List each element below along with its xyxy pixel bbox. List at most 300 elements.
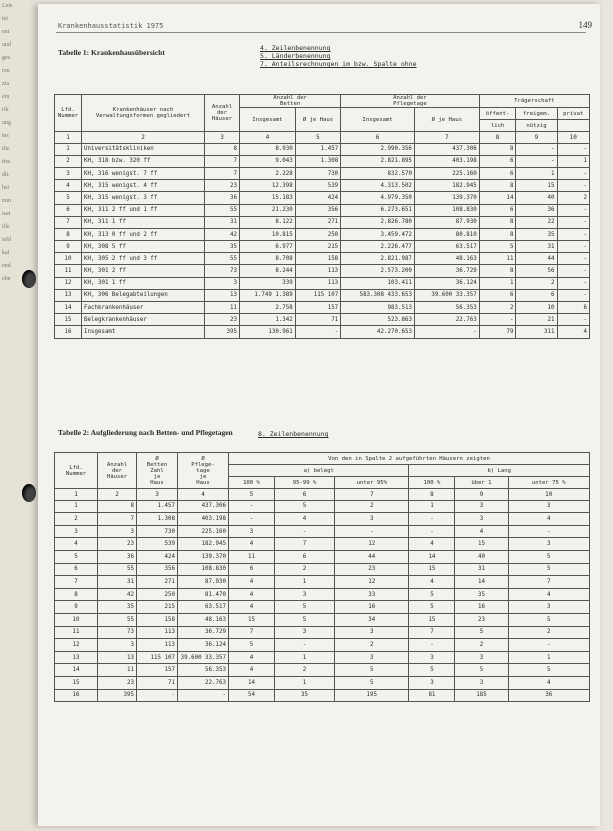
table-cell: -: [274, 639, 334, 652]
table-cell: 8: [55, 228, 82, 240]
table-cell: 5: [229, 639, 275, 652]
table1: Lfd. Nummer Krankenhäuser nach Verwaltungsformen gegliedert Anzahl der Häuser Anzahl der Betten Anzahl der Pflegetage Trägerschaft Insgesamt Ø je Haus Insgesamt Ø je Haus öffent- freigem. privat lich nützig 1 2 3 4 5 6 7 8 9 10 1 Universitätskliniken 8 8.930 1.457 2.990.356 437.306 8 - - 2 KH, 318 bzw. 320 ff 7 9.043 1.308 2.821.895 403.198 6 - 1 3 KH, 316 wenigst. 7 ff 7 2.228 730 832.570 225.160 6 1 - 4 KH, 315 wenigst. 4 ff 23 12.398 539 4.313.502 182.945 8 15 - 5 KH, 315 wenigst. 3 ff 36 15.183 424 4.979.350 139.370 14 40 2 6 KH, 311 2 ff und 1 ff 55 21.230 356 6.273.651 108.830 6 36 - 7 KH, 311 1 ff 31 8.122 271 2.826.780 87.930 8 22 - 8 KH, 313 0 ff und 2 ff 42 10.815 250 3.459.472 80.810 8 35 - 9 KH, 308 5 ff 35 6.977 215 2.226.477 63.517 5 31 - 10 KH, 305 2 ff und 3 ff 55 8.708 158 2.821.987 48.163 11 44 - 11 KH, 301 2 ff 73 8.244 113 2.573.200 36.729 8 56 - 12 KH, 301 1 ff 3 339 113 103.411 36.124 1 2 - 13 KH, 306 Belegabteilungen 13 1.749 1.389 115 107 583.308 433.653 39.600 33.357 6 6 - 14 Fachkrankenhäuser 11 2.758 157 983.513 56.353 2 10 6 15 Belegkrankenhäuser 23 1.342 71 523.863 22.763 - 21 - 16 Insgesamt 395 130.961 - 42.270.653 - 79 311 4: [54, 94, 590, 339]
table-cell: 1: [516, 167, 557, 179]
table-cell: 6: [516, 289, 557, 301]
table-cell: 8: [205, 143, 240, 155]
table-cell: 832.570: [341, 167, 415, 179]
table-cell: 13: [55, 289, 82, 301]
table-cell: -: [557, 277, 589, 289]
table-cell: 2.990.356: [341, 143, 415, 155]
table-cell: 35: [455, 588, 508, 601]
table-cell: 10: [516, 302, 557, 314]
table-cell: 56: [516, 265, 557, 277]
table-cell: 2.821.987: [341, 253, 415, 265]
table-cell: -: [557, 228, 589, 240]
table-cell: 16: [455, 601, 508, 614]
table-cell: 2: [274, 664, 334, 677]
table-cell: 15.183: [240, 192, 296, 204]
table-cell: 5: [409, 664, 455, 677]
table-cell: Belegkrankenhäuser: [82, 314, 205, 326]
table-cell: 80.810: [414, 228, 479, 240]
table-cell: 7: [55, 576, 98, 589]
table-cell: 63.517: [178, 601, 229, 614]
table-row: [55, 204, 590, 216]
table-cell: 11: [55, 265, 82, 277]
table-cell: 3: [508, 601, 590, 614]
table-cell: 356: [137, 563, 178, 576]
table-row: [55, 265, 590, 277]
table-cell: 3: [455, 513, 508, 526]
table-cell: 158: [137, 613, 178, 626]
table-cell: 182.945: [178, 538, 229, 551]
table-row: [55, 180, 590, 192]
table-cell: 539: [137, 538, 178, 551]
table-cell: -: [557, 241, 589, 253]
table-row: [55, 500, 590, 513]
table-cell: 5: [479, 241, 516, 253]
table-cell: 55: [205, 253, 240, 265]
table-cell: 8: [55, 588, 98, 601]
table-cell: 34: [335, 613, 409, 626]
table-cell: -: [178, 689, 229, 702]
table-cell: 339: [240, 277, 296, 289]
table-cell: 87.930: [414, 216, 479, 228]
table-cell: 13: [205, 289, 240, 301]
table-cell: 6: [229, 563, 275, 576]
table-cell: 4: [409, 576, 455, 589]
table-cell: 1.749 1.389: [240, 289, 296, 301]
table-cell: -: [414, 326, 479, 338]
table-cell: 14: [55, 302, 82, 314]
table-cell: 3: [335, 513, 409, 526]
table-row: [55, 289, 590, 301]
table-cell: 2: [55, 155, 82, 167]
table-cell: 15: [455, 538, 508, 551]
table-cell: 1: [409, 500, 455, 513]
table-row: [55, 241, 590, 253]
table-cell: 5: [455, 626, 508, 639]
table-cell: -: [295, 326, 340, 338]
table-cell: KH, 318 bzw. 320 ff: [82, 155, 205, 167]
table-cell: 157: [137, 664, 178, 677]
table-cell: -: [516, 143, 557, 155]
table-cell: 12: [55, 277, 82, 289]
table-cell: 14: [55, 664, 98, 677]
table-cell: 3: [55, 167, 82, 179]
table-cell: -: [409, 525, 455, 538]
table-cell: 113: [295, 265, 340, 277]
table-cell: 113: [137, 626, 178, 639]
table-cell: 44: [335, 550, 409, 563]
table-cell: 4: [508, 513, 590, 526]
table-cell: 42: [205, 228, 240, 240]
table-cell: 11: [98, 664, 137, 677]
table-cell: 31: [516, 241, 557, 253]
table-cell: -: [409, 639, 455, 652]
table-cell: 5: [508, 563, 590, 576]
table-row: [55, 588, 590, 601]
table-cell: 157: [295, 302, 340, 314]
table-cell: 108.830: [178, 563, 229, 576]
table-row: [55, 155, 590, 167]
table-row: [55, 253, 590, 265]
table-cell: 44: [516, 253, 557, 265]
table-cell: 4.979.350: [341, 192, 415, 204]
table-cell: 14: [229, 676, 275, 689]
table-cell: 4: [229, 588, 275, 601]
table-cell: 2.228: [240, 167, 296, 179]
table-cell: 2: [335, 639, 409, 652]
table-cell: 215: [295, 241, 340, 253]
table-cell: 139.370: [178, 550, 229, 563]
table-cell: 71: [137, 676, 178, 689]
table-cell: -: [274, 525, 334, 538]
table-cell: 10.815: [240, 228, 296, 240]
table-row: [55, 601, 590, 614]
table-cell: 395: [98, 689, 137, 702]
table-row: [55, 639, 590, 652]
table-cell: 4: [274, 513, 334, 526]
column-number: 6: [274, 489, 334, 501]
table-cell: 1.308: [295, 155, 340, 167]
table-cell: 3.459.472: [341, 228, 415, 240]
table-cell: 54: [229, 689, 275, 702]
table-cell: 6: [557, 302, 589, 314]
table-cell: 424: [137, 550, 178, 563]
document-page: [38, 4, 600, 826]
table-cell: 3: [229, 525, 275, 538]
column-number: 3: [137, 489, 178, 501]
table-cell: 225.160: [414, 167, 479, 179]
table-cell: 42.270.653: [341, 326, 415, 338]
table-cell: 113: [295, 277, 340, 289]
table-cell: 7: [205, 167, 240, 179]
table-cell: -: [557, 314, 589, 326]
table-cell: 23: [98, 538, 137, 551]
table-cell: 115 107: [137, 651, 178, 664]
table-cell: 42: [98, 588, 137, 601]
column-number: 1: [55, 489, 98, 501]
table-cell: 8: [479, 265, 516, 277]
table-row: [55, 302, 590, 314]
table-cell: 10: [55, 253, 82, 265]
table-cell: -: [516, 155, 557, 167]
table-cell: 6.273.651: [341, 204, 415, 216]
table-cell: Universitätskliniken: [82, 143, 205, 155]
column-number: 4: [240, 132, 296, 144]
table-cell: 271: [137, 576, 178, 589]
table-cell: 39.600 33.357: [414, 289, 479, 301]
table-cell: 81.470: [178, 588, 229, 601]
table-cell: 4.313.502: [341, 180, 415, 192]
table-cell: 36: [205, 192, 240, 204]
table-cell: 2.758: [240, 302, 296, 314]
table-cell: 1.457: [295, 143, 340, 155]
table-cell: -: [137, 689, 178, 702]
table-cell: 1: [55, 143, 82, 155]
table-cell: 4: [55, 180, 82, 192]
table-cell: Fachkrankenhäuser: [82, 302, 205, 314]
table-cell: 12: [335, 538, 409, 551]
table-row: [55, 626, 590, 639]
table-cell: 158: [295, 253, 340, 265]
table-cell: 23: [335, 563, 409, 576]
table-cell: 9: [55, 601, 98, 614]
table-cell: 523.863: [341, 314, 415, 326]
table2: Lfd. Nummer Anzahl der Häuser Ø Betten Zahl je Haus Ø Pflege- tage je Haus Von den in Spalte 2 aufgeführten Häusern zeigten a) belegt b) Lang 100 % 95-99 % unter 95% 100 % über 1 unter 75 % 1 2 3 4 5 6 7 8 9 10 1 8 1.457 437.306 - 5 2 1 3 3 2 7 1.308 403.198 - 4 3 - 3 4 3 3 730 225.160 3 - - - 4 - 4 23 539 182.945 4 7 12 4 15 3 5 36 424 139.370 11 6 44 14 40 5 6 55 356 108.830 6 2 23 15 31 5 7 31 271 87.930 4 1 12 4 14 7 8 42 250 81.470 4 3 33 5 35 4 9 35 215 63.517 4 5 16 5 16 3 10 55 158 48.163 15 5 34 15 23 5 11 73 113 36.729 7 3 3 7 5 2 12 3 113 36.124 5 - 2 - 2 - 13 13 115 107 39.600 33.357 4 1 3 3 3 1 14 11 157 56.353 4 2 5 5 5 5 15 23 71 22.763 14 1 5 3 3 4 16 395 - - 54 35 195 81 185 36: [54, 452, 590, 702]
table-row: [55, 576, 590, 589]
table-cell: 2: [557, 192, 589, 204]
table-cell: -: [557, 216, 589, 228]
table-cell: 3: [455, 676, 508, 689]
table-cell: -: [557, 265, 589, 277]
table-cell: 1: [557, 155, 589, 167]
table-cell: 40: [516, 192, 557, 204]
table1-legend: 4. Zeilenbenennung 5. Länderbenennung 7. Anteilsrechnungen im bzw. Spalte ohne: [260, 44, 417, 68]
table-cell: 7: [229, 626, 275, 639]
table-row: [55, 550, 590, 563]
table-cell: 250: [137, 588, 178, 601]
table-cell: 185: [455, 689, 508, 702]
table-row: [55, 228, 590, 240]
table-row: [55, 277, 590, 289]
table-cell: 3: [98, 525, 137, 538]
table-cell: 6: [55, 204, 82, 216]
table-cell: 5: [508, 550, 590, 563]
table-cell: 35: [98, 601, 137, 614]
column-number: 4: [178, 489, 229, 501]
table-cell: 8: [479, 180, 516, 192]
table-cell: KH, 305 2 ff und 3 ff: [82, 253, 205, 265]
table-cell: 2: [335, 500, 409, 513]
table-cell: 2: [516, 277, 557, 289]
table-cell: 6: [55, 563, 98, 576]
table-cell: 6: [479, 167, 516, 179]
table-cell: 36: [516, 204, 557, 216]
table-cell: 4: [557, 326, 589, 338]
column-number: 1: [55, 132, 82, 144]
table-cell: 2: [274, 563, 334, 576]
table-cell: 35: [274, 689, 334, 702]
table-cell: -: [409, 513, 455, 526]
table-cell: 8.930: [240, 143, 296, 155]
table-cell: 6: [274, 550, 334, 563]
table-cell: 8: [479, 228, 516, 240]
column-number: 10: [508, 489, 590, 501]
column-number: 9: [455, 489, 508, 501]
table-cell: 115 107: [295, 289, 340, 301]
table-cell: 1: [274, 676, 334, 689]
table-cell: 8: [98, 500, 137, 513]
table-cell: 113: [137, 639, 178, 652]
table-cell: 437.306: [414, 143, 479, 155]
table-row: [55, 192, 590, 204]
table-cell: 23: [98, 676, 137, 689]
table-cell: 55: [205, 204, 240, 216]
column-number: 2: [98, 489, 137, 501]
table-cell: 11: [55, 626, 98, 639]
table-cell: 5: [55, 550, 98, 563]
table-cell: 31: [98, 576, 137, 589]
table-cell: 63.517: [414, 241, 479, 253]
table-cell: 5: [409, 601, 455, 614]
table-cell: 79: [479, 326, 516, 338]
table-cell: 36.124: [178, 639, 229, 652]
table-cell: 15: [55, 314, 82, 326]
table-cell: 3: [455, 500, 508, 513]
table-row: [55, 664, 590, 677]
table-cell: 3: [508, 500, 590, 513]
table-cell: 5: [274, 500, 334, 513]
table-cell: 36.729: [178, 626, 229, 639]
table-cell: 48.163: [178, 613, 229, 626]
table-cell: 3: [455, 651, 508, 664]
table-cell: -: [557, 289, 589, 301]
table-cell: 403.198: [178, 513, 229, 526]
column-number: 5: [229, 489, 275, 501]
table-cell: 21: [516, 314, 557, 326]
table-cell: 5: [508, 664, 590, 677]
table-cell: 14: [479, 192, 516, 204]
table-cell: KH, 315 wenigst. 3 ff: [82, 192, 205, 204]
table-row: [55, 513, 590, 526]
table-cell: 4: [229, 576, 275, 589]
table-cell: -: [229, 513, 275, 526]
table-cell: 539: [295, 180, 340, 192]
table-cell: 5: [274, 613, 334, 626]
table-cell: 14: [409, 550, 455, 563]
table-cell: 730: [295, 167, 340, 179]
table-cell: 3: [335, 626, 409, 639]
table-cell: 182.945: [414, 180, 479, 192]
table-cell: 2.573.200: [341, 265, 415, 277]
table-cell: 3: [205, 277, 240, 289]
table-row: [55, 216, 590, 228]
table-cell: 583.308 433.653: [341, 289, 415, 301]
table-cell: 7: [274, 538, 334, 551]
table-cell: KH, 301 1 ff: [82, 277, 205, 289]
table-cell: 1: [274, 576, 334, 589]
table-cell: 108.830: [414, 204, 479, 216]
table-row: [55, 143, 590, 155]
table-cell: 48.163: [414, 253, 479, 265]
table-cell: 40: [455, 550, 508, 563]
table-cell: 36: [508, 689, 590, 702]
table-cell: 730: [137, 525, 178, 538]
table-cell: 55: [98, 563, 137, 576]
column-number: 6: [341, 132, 415, 144]
table-cell: 39.600 33.357: [178, 651, 229, 664]
table-cell: 5: [508, 613, 590, 626]
table-cell: 250: [295, 228, 340, 240]
table-cell: 2: [55, 513, 98, 526]
table-cell: -: [557, 253, 589, 265]
table-cell: 139.370: [414, 192, 479, 204]
table-cell: -: [229, 500, 275, 513]
table-cell: 22.763: [178, 676, 229, 689]
table-cell: 5: [455, 664, 508, 677]
table-cell: 15: [55, 676, 98, 689]
table-cell: 22.763: [414, 314, 479, 326]
table-cell: 395: [205, 326, 240, 338]
table-cell: 87.930: [178, 576, 229, 589]
table-cell: 23: [205, 314, 240, 326]
table-cell: 8: [479, 216, 516, 228]
table-cell: 13: [98, 651, 137, 664]
table-cell: 130.961: [240, 326, 296, 338]
table-cell: 424: [295, 192, 340, 204]
table-cell: 11: [229, 550, 275, 563]
table-cell: 2: [455, 639, 508, 652]
table-cell: 12.398: [240, 180, 296, 192]
table-cell: 1: [479, 277, 516, 289]
table-cell: 4: [229, 538, 275, 551]
previous-page-edge: Leis tet ent und ges ren zia ein rik ung tes tlie ttes dü. hsi nun isat ille iebl kal end ebn: [0, 0, 36, 831]
table-cell: -: [557, 204, 589, 216]
table-cell: -: [557, 180, 589, 192]
table-cell: 81: [409, 689, 455, 702]
table-row: [55, 167, 590, 179]
table-row: [55, 676, 590, 689]
table-cell: 4: [229, 601, 275, 614]
running-header: Krankenhausstatistik 1975: [58, 22, 164, 30]
table-cell: KH, 313 0 ff und 2 ff: [82, 228, 205, 240]
table-cell: 1: [508, 651, 590, 664]
table-cell: 10: [55, 613, 98, 626]
table-cell: 2: [508, 626, 590, 639]
table-cell: 5: [409, 588, 455, 601]
table-cell: 5: [335, 676, 409, 689]
column-number: 3: [205, 132, 240, 144]
table-cell: 13: [55, 651, 98, 664]
table-cell: 3: [409, 651, 455, 664]
table-cell: 2.226.477: [341, 241, 415, 253]
table-cell: 12: [335, 576, 409, 589]
table-cell: 4: [229, 651, 275, 664]
table-cell: 7: [508, 576, 590, 589]
table-cell: 1: [55, 500, 98, 513]
table-cell: 2.821.895: [341, 155, 415, 167]
table-cell: 15: [229, 613, 275, 626]
table-cell: 4: [409, 538, 455, 551]
table-cell: 16: [335, 601, 409, 614]
table-cell: 12: [55, 639, 98, 652]
header-rule: [56, 32, 586, 33]
table-cell: KH, 316 wenigst. 7 ff: [82, 167, 205, 179]
table-cell: 6: [479, 155, 516, 167]
table-cell: 36.124: [414, 277, 479, 289]
table-cell: 11: [479, 253, 516, 265]
column-number: 2: [82, 132, 205, 144]
table-cell: KH, 311 1 ff: [82, 216, 205, 228]
table-cell: 1.342: [240, 314, 296, 326]
table-cell: -: [557, 167, 589, 179]
page-number: 149: [578, 20, 592, 30]
table-cell: 195: [335, 689, 409, 702]
table-cell: 35: [516, 228, 557, 240]
table-cell: KH, 301 2 ff: [82, 265, 205, 277]
table-cell: 1.457: [137, 500, 178, 513]
table-cell: 9: [55, 241, 82, 253]
table-cell: -: [508, 639, 590, 652]
table-cell: 22: [516, 216, 557, 228]
table-cell: 3: [274, 626, 334, 639]
column-number: 7: [414, 132, 479, 144]
table-row: [55, 525, 590, 538]
column-number: 5: [295, 132, 340, 144]
table-cell: 983.513: [341, 302, 415, 314]
table-cell: 33: [335, 588, 409, 601]
